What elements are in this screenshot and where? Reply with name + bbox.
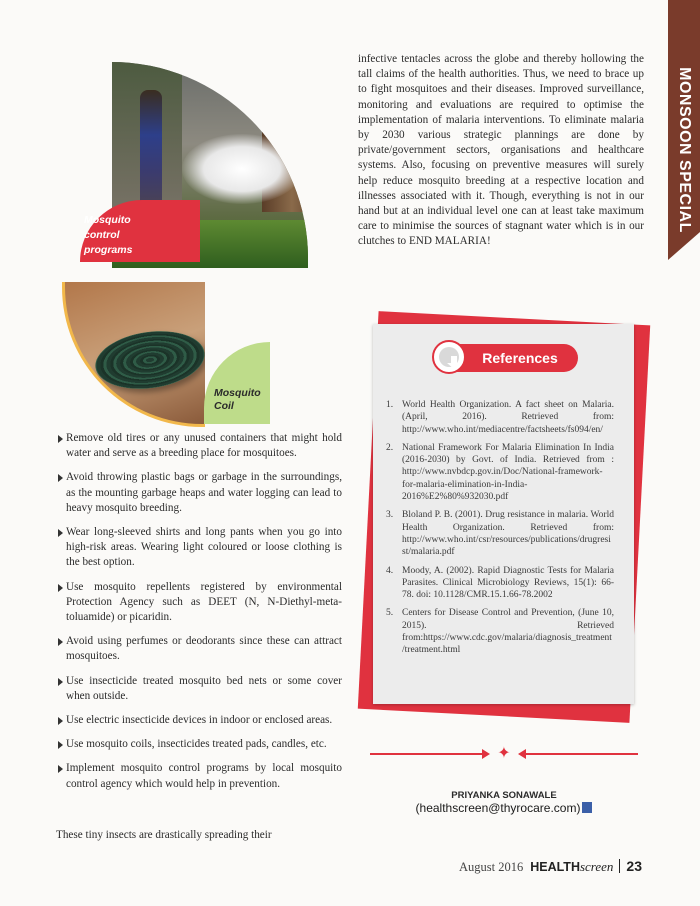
list-item: Use insecticide treated mosquito bed nets or some cover when outside. [56,674,342,704]
reference-item [386,399,614,436]
references-title: References [482,350,558,366]
divider-line-left [370,753,488,755]
closing-paragraph: These tiny insects are drastically spreading their [56,829,272,841]
magazine-brand-italic: screen [579,859,614,874]
magazine-brand-bold: HEALTH [530,860,580,874]
divider-line-right [520,753,638,755]
list-item: Remove old tires or any unused containers that might hold water and serve as a breeding place for mosquitoes. [56,431,342,461]
reference-item [386,509,614,558]
issue-date: August 2016 [458,860,524,874]
icon-inner-disc [439,347,459,367]
section-divider [370,743,638,762]
reference-number: 2. [386,442,394,453]
reference-text: National Framework For Malaria Elimination In India (2016-2030) by Govt. of India. Retrieved from : http://www.nvbdcp.gov.in/Doc/National-framework-for-malaria-elimination-in-India-2016%E2%80%932030.pdf [402,442,614,503]
reference-number: 4. [386,565,394,576]
publisher-logo-icon [582,802,592,813]
author-email-line [380,801,628,815]
references-list [386,399,614,663]
reference-item [386,607,614,656]
page-footer [459,858,642,876]
reference-text: World Health Organization. A fact sheet on Malaria. (April, 2016). Retrieved from: http://www.who.int/mediacentre/factsheets/fs094/en/ [402,400,614,435]
reference-number: 1. [386,400,394,410]
list-item: Use electric insecticide devices in indoor or enclosed areas. [56,713,342,728]
reference-item [386,565,614,602]
fogging-caption: Mosquito control programs [84,214,133,256]
list-item: Implement mosquito control programs by local mosquito control agency which would help in prevention. [56,761,342,791]
mosquito-coil-image [92,325,205,396]
list-item: Avoid using perfumes or deodorants since these can attract mosquitoes. [56,634,342,664]
list-item: Use mosquito coils, insecticides treated pads, candles, etc. [56,737,342,752]
star-icon: ✦ [497,743,511,762]
photo-fog [182,134,302,204]
reference-number: 5. [386,608,394,619]
list-item: Wear long-sleeved shirts and long pants when you go into high-risk areas. Wearing light coloured or loose clothing is the best option. [56,525,342,571]
list-item: Avoid throwing plastic bags or garbage in the surroundings, as the mounting garbage heaps and water logging can lead to heavy mosquito breeding. [56,470,342,516]
page-number: 23 [626,858,642,874]
reference-text: Moody, A. (2002). Rapid Diagnostic Tests for Malaria Parasites. Clinical Microbiology Reviews, 15(1): 66-78. doi: 10.1128/CMR.15.1.66-78.2002 [402,565,614,601]
author-email: (healthscreen@thyrocare.com) [415,801,581,815]
reference-text: Bloland P. B. (2001). Drug resistance in malaria. World Health Organization. Retrieved from: http://www.who.int/csr/resources/publications/drugresist/malaria.pdf [402,510,614,558]
divider-arrow-icon [482,749,490,759]
coil-photo [62,282,205,427]
footer-separator [619,859,620,873]
article-continuation: infective tentacles across the globe and thereby hollowing the tall claims of the health authorities. Thus, we need to brace up to fight mosquitoes and their diseases. Improved surveillance, monitoring and evaluations are required to optimise the implementation of malaria interventions. To eliminate malaria by 2030 various strategic plannings are done by private/government sectors, organisations and healthcare systems. Also, focusing on preventive measures will surely help reduce mosquito breeding at a respective location and illnesses associated with it. Though, everything is not in our hand but at an individual level one can at least take maximum care to minimise the sources of stagnant water which is in our clutches to END MALARIA! [358,53,644,248]
reference-text: Centers for Disease Control and Prevention, (June 10, 2015). Retrieved from:https://www.cdc.gov/malaria/diagnosis_treatment/treatment.html [402,608,614,656]
coil-caption: Mosquito Coil [214,387,261,412]
arrow-down-icon [451,356,457,363]
section-tab-label: MONSOON SPECIAL [676,67,693,233]
author-name: PRIYANKA SONAWALE [451,790,557,801]
reference-item [386,442,614,503]
download-arrow-icon [432,340,466,374]
reference-number: 3. [386,510,394,521]
prevention-tips-list [56,431,342,801]
list-item: Use mosquito repellents registered by environmental Protection Agency such as DEET (N, N-Diethyl-meta-toluamide) or picaridin. [56,580,342,626]
